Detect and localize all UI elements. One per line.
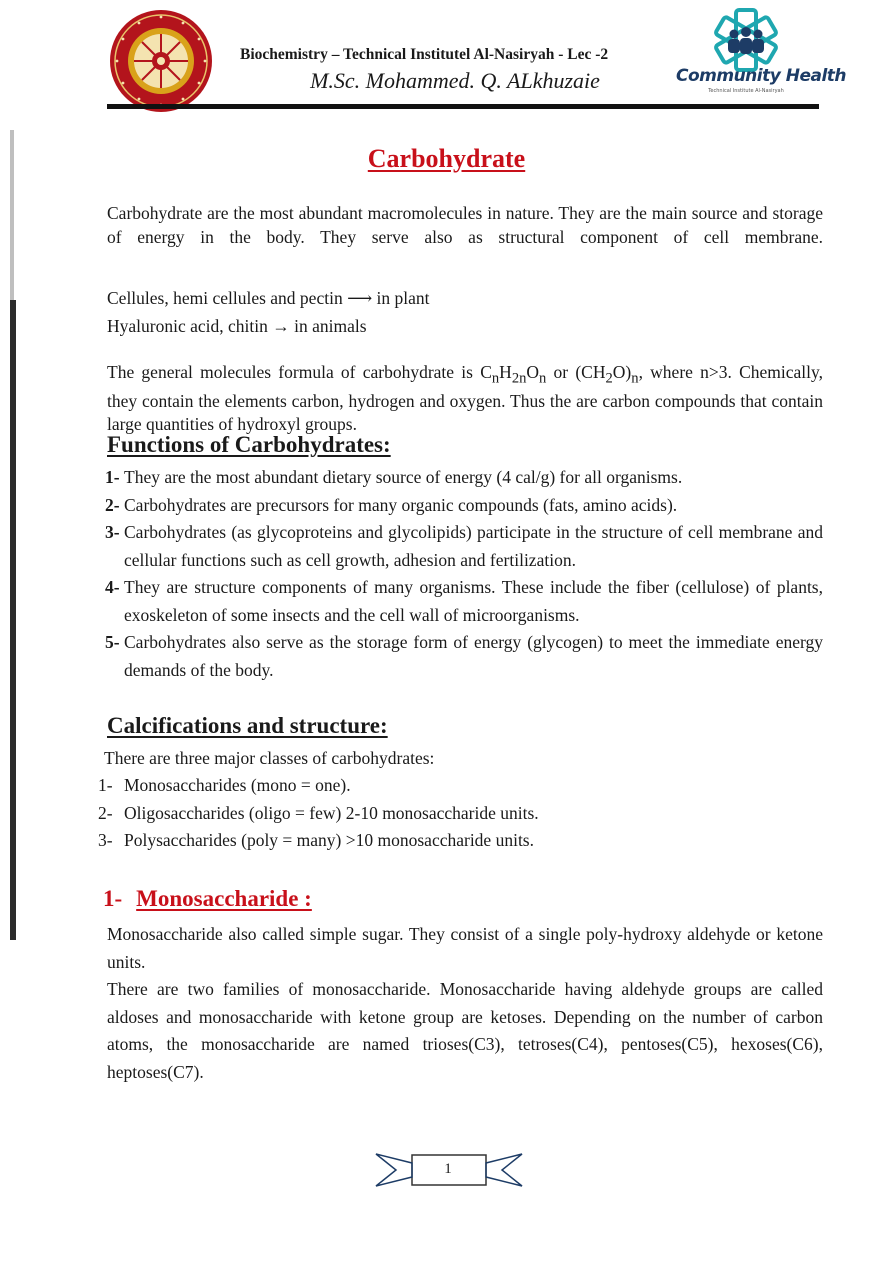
functions-heading: Functions of Carbohydrates: <box>107 432 391 457</box>
list-item: 1- They are the most abundant dietary source of energy (4 cal/g) for all organisms. <box>105 467 683 487</box>
formula-paragraph: The general molecules formula of carbohydrate is $C_nH_{2n}O_n$ or $(CH_2O)_n$, where n>3. Chemically, they contain the elements carbon, hydrogen and oxygen. Thus the are carbon compounds that contain large quantities of hydroxyl groups. <box>107 362 824 434</box>
list-item: 5- Carbohydrates also serve as the storage form of energy (glycogen) to meet the immediate energy demands of the body. <box>105 632 823 680</box>
classification-list <box>98 772 539 855</box>
list-item: 3- Carbohydrates (as glycoproteins and glycolipids) participate in the structure of cell membrane and cellular functions such as cell growth, adhesion and fertilization. <box>105 522 823 570</box>
header-divider <box>107 104 819 109</box>
list-item: 3- Polysaccharides (poly = many) >10 monosaccharide units. <box>98 830 534 850</box>
list-item: 1- Monosaccharides (mono = one). <box>98 775 351 795</box>
classification-intro: There are three major classes of carbohydrates: <box>104 748 435 768</box>
institute-seal-logo <box>108 8 214 114</box>
monosaccharide-paragraph-2: There are two families of monosaccharide. Monosaccharide having aldehyde groups are called aldoses and monosaccharide with ketone group are ketoses. Depending on the number of carbon atoms, the monosaccharide are named trioses(C3), tetroses(C4), pentoses(C5), hexoses(C6), heptoses(C7). <box>107 979 823 1082</box>
scan-edge-shadow <box>10 300 16 940</box>
community-health-logo-text: Community Health <box>676 66 847 86</box>
plant-examples-line: Cellules, hemi cellules and pectin ⟶ in plant <box>107 288 430 308</box>
intro-paragraph: Carbohydrate are the most abundant macromolecules in nature. They are the main source and storage of energy in the body. They serve also as structural component of cell membrane. <box>107 203 823 247</box>
classification-heading: Calcifications and structure: <box>107 713 388 738</box>
animal-examples-line: Hyaluronic acid, chitin → in animals <box>107 316 367 336</box>
community-health-logo-subtext: Technical Institute Al-Nasiryah <box>708 88 784 94</box>
list-item: 4- They are structure components of many organisms. These include the fiber (cellulose) of plants, exoskeleton of some insects and the cell wall of microorganisms. <box>105 577 823 625</box>
page-number: 1 <box>444 1161 452 1177</box>
monosaccharide-paragraph-1: Monosaccharide also called simple sugar. They consist of a single poly-hydroxy aldehyde or ketone units. <box>107 924 823 972</box>
monosaccharide-heading: 1- Monosaccharide : <box>103 886 312 911</box>
page-title: Carbohydrate <box>367 144 526 173</box>
header-course-line: Biochemistry – Technical Institutel Al-Nasiryah - Lec -2 <box>240 46 609 63</box>
list-item: 2- Oligosaccharides (oligo = few) 2-10 monosaccharide units. <box>98 802 539 823</box>
header-author-line: M.Sc. Mohammed. Q. ALkhuzaie <box>310 68 600 93</box>
functions-list <box>105 464 823 684</box>
list-item: 2- Carbohydrates are precursors for many organic compounds (fats, amino acids). <box>105 494 678 515</box>
